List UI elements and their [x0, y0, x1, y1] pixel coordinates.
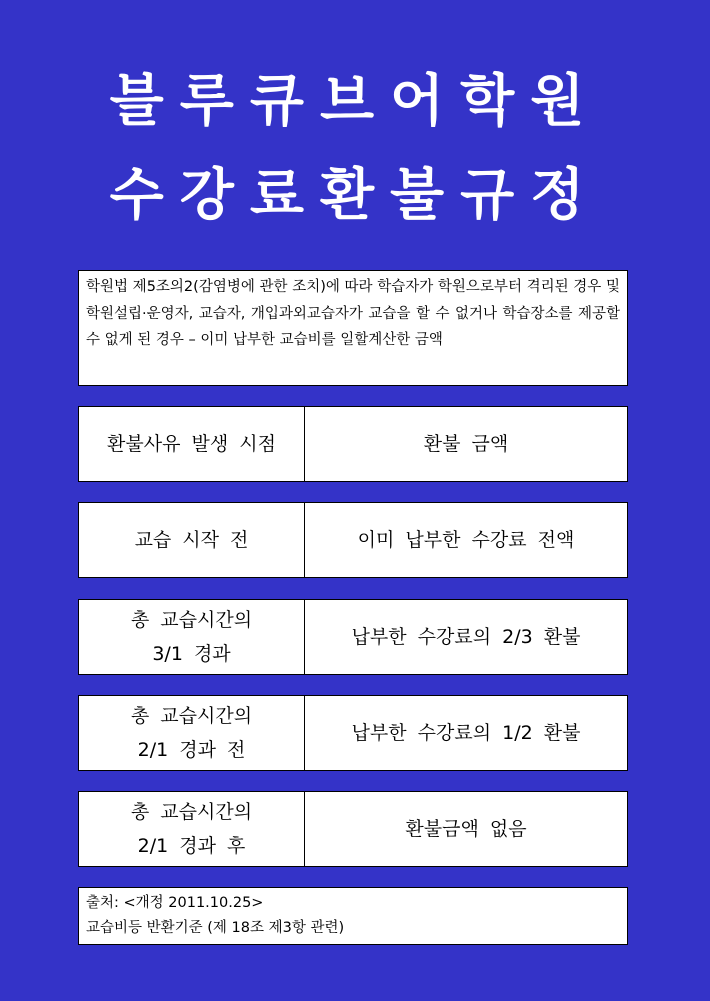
source-reference: 교습비등 반환기준 (제 18조 제3항 관련): [86, 920, 345, 936]
table-header-row: [78, 406, 628, 482]
source-note: [78, 887, 628, 945]
row-refund: 납부한 수강료의 1/2 환불: [351, 722, 581, 744]
row-timing: 총 교습시간의 3/1 경과: [79, 600, 305, 674]
table-row: [78, 695, 628, 771]
row-refund: 환불금액 없음: [405, 818, 527, 840]
page-title-academy-name: 블루큐브어학원: [109, 69, 601, 134]
table-row: [78, 599, 628, 675]
table-row: [78, 791, 628, 867]
table-row: [78, 502, 628, 578]
header-refund-amount: 환불 금액: [423, 433, 509, 455]
row-refund: 이미 납부한 수강료 전액: [357, 529, 575, 551]
row-timing: 총 교습시간의 2/1 경과 전: [79, 696, 305, 770]
row-refund: 납부한 수강료의 2/3 환불: [351, 626, 581, 648]
header-refund-reason: 환불사유 발생 시점: [79, 407, 305, 481]
intro-notice: 학원법 제5조의2(감염병에 관한 조치)에 따라 학습자가 학원으로부터 격리된 경우 및 학원설립·운영자, 교습자, 개입과외교습자가 교습을 할 수 없거나 학습장소를 제공할 수 없게 된 경우 – 이미 납부한 교습비를 일할계산한 금액: [78, 270, 628, 386]
row-timing: 총 교습시간의 2/1 경과 후: [79, 792, 305, 866]
page-title-refund-policy: 수강료환불규정: [109, 163, 601, 228]
source-revision: 출처: <개정 2011.10.25>: [86, 895, 264, 911]
row-timing: 교습 시작 전: [79, 503, 305, 577]
